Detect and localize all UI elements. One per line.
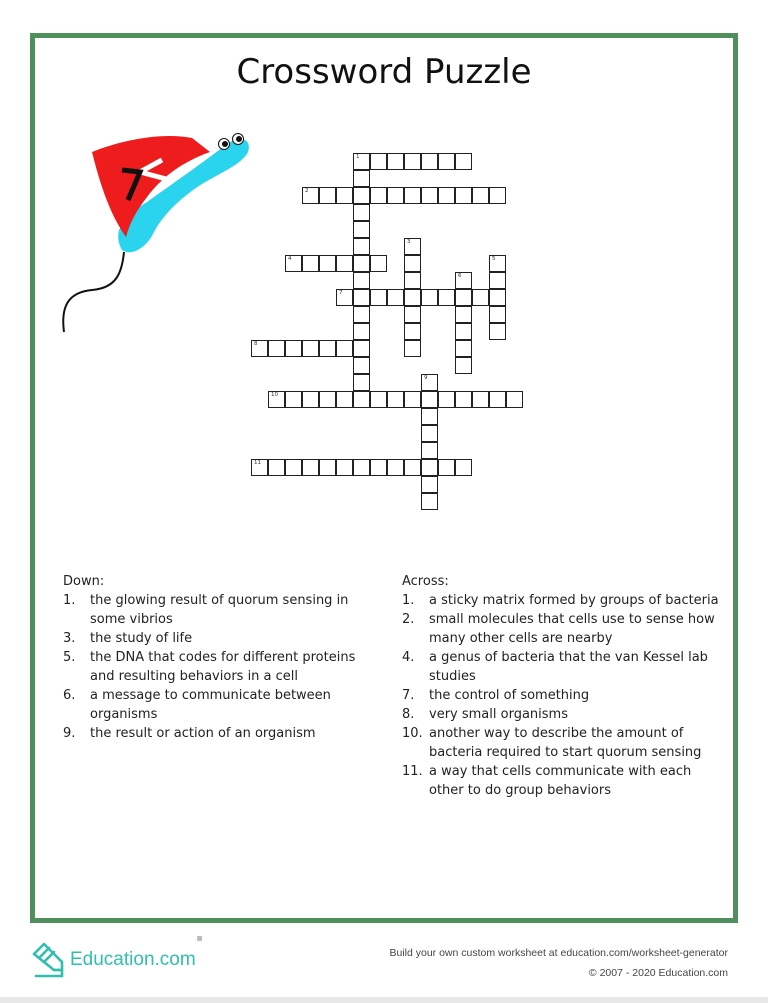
down-clue-item [63,648,363,686]
crossword-cell[interactable] [353,391,370,408]
crossword-cell[interactable] [455,306,472,323]
crossword-cell[interactable] [404,323,421,340]
crossword-cell[interactable] [472,187,489,204]
crossword-cell[interactable] [421,493,438,510]
clue-number: 7 [339,290,343,296]
crossword-cell[interactable] [353,374,370,391]
crossword-cell[interactable] [302,459,319,476]
clue-num: 9. [63,726,76,741]
crossword-cell[interactable] [353,238,370,255]
crossword-cell[interactable] [268,391,285,408]
clue-num: 4. [402,650,415,665]
crossword-cell[interactable] [353,306,370,323]
crossword-cell[interactable] [353,221,370,238]
crossword-cell[interactable] [421,153,438,170]
down-heading: Down: [63,574,105,589]
clue-number: 5 [492,256,496,262]
crossword-cell[interactable] [455,391,472,408]
clue-text: a sticky matrix formed by groups of bacteria [429,593,719,608]
across-clue-item [402,724,722,762]
crossword-cell[interactable] [404,153,421,170]
crossword-cell[interactable] [438,289,455,306]
crossword-cell[interactable] [285,459,302,476]
crossword-cell[interactable] [353,187,370,204]
crossword-cell[interactable] [404,238,421,255]
crossword-cell[interactable] [302,340,319,357]
crossword-cell[interactable] [455,153,472,170]
crossword-cell[interactable] [421,408,438,425]
down-clue-item [63,629,363,648]
education-logo[interactable] [30,940,200,980]
crossword-cell[interactable] [268,340,285,357]
clue-text: the control of something [429,688,590,703]
clue-number: 8 [254,341,258,347]
crossword-cell[interactable] [404,391,421,408]
clue-text: a genus of bacteria that the van Kessel lab studies [429,650,708,684]
crossword-cell[interactable] [404,272,421,289]
crossword-cell[interactable] [353,272,370,289]
across-clue-item [402,591,722,610]
clue-number: 1 [356,154,360,160]
crossword-cell[interactable] [404,459,421,476]
crossword-cell[interactable] [319,391,336,408]
across-clue-item [402,648,722,686]
clue-num: 8. [402,707,415,722]
page-title: Crossword Puzzle [236,52,532,92]
bacteria-mascot-icon [52,122,262,337]
crossword-cell[interactable] [506,391,523,408]
crossword-cell[interactable] [336,459,353,476]
crossword-cell[interactable] [421,476,438,493]
crossword-cell[interactable] [353,323,370,340]
crossword-cell[interactable] [404,306,421,323]
crossword-cell[interactable] [285,391,302,408]
crossword-cell[interactable] [319,187,336,204]
crossword-cell[interactable] [302,255,319,272]
clue-num: 7. [402,688,415,703]
clue-number: 4 [288,256,292,262]
crossword-cell[interactable] [370,153,387,170]
crossword-cell[interactable] [404,187,421,204]
clue-number: 10 [271,392,278,398]
crossword-cell[interactable] [285,340,302,357]
crossword-cell[interactable] [489,323,506,340]
clue-text: another way to describe the amount of bacteria required to start quorum sensing [429,726,702,760]
clue-num: 1. [402,593,415,608]
crossword-cell[interactable] [489,391,506,408]
clue-num: 3. [63,631,76,646]
crossword-cell[interactable] [302,391,319,408]
crossword-cell[interactable] [353,255,370,272]
crossword-cell[interactable] [438,153,455,170]
crossword-cell[interactable] [285,255,302,272]
crossword-cell[interactable] [421,391,438,408]
crossword-cell[interactable] [370,255,387,272]
crossword-cell[interactable] [268,459,285,476]
crossword-cell[interactable] [387,289,404,306]
crossword-cell[interactable] [404,289,421,306]
bottom-bar [0,997,768,1003]
crossword-cell[interactable] [489,272,506,289]
crossword-cell[interactable] [472,391,489,408]
crossword-cell[interactable] [421,289,438,306]
crossword-cell[interactable] [489,306,506,323]
crossword-cell[interactable] [455,187,472,204]
clue-text: very small organisms [429,707,568,722]
crossword-cell[interactable] [353,170,370,187]
across-heading: Across: [402,574,449,589]
crossword-cell[interactable] [421,459,438,476]
crossword-cell[interactable] [455,340,472,357]
crossword-cell[interactable] [370,289,387,306]
crossword-cell[interactable] [455,323,472,340]
crossword-cell[interactable] [336,289,353,306]
crossword-cell[interactable] [489,289,506,306]
crossword-cell[interactable] [353,289,370,306]
crossword-cell[interactable] [438,391,455,408]
across-clue-item [402,686,722,705]
clue-number: 6 [458,273,462,279]
crossword-cell[interactable] [353,459,370,476]
clue-text: the DNA that codes for different proteins and resulting behaviors in a cell [90,650,356,684]
crossword-cell[interactable] [421,425,438,442]
clue-text: the glowing result of quorum sensing in some vibrios [90,593,349,627]
down-clues [63,572,363,743]
crossword-cell[interactable] [387,459,404,476]
clue-number: 2 [305,188,309,194]
crossword-cell[interactable] [370,187,387,204]
clue-text: a way that cells communicate with each other to do group behaviors [429,764,692,798]
crossword-cell[interactable] [353,204,370,221]
clue-number: 9 [424,375,428,381]
crossword-cell[interactable] [336,255,353,272]
crossword-cell[interactable] [319,255,336,272]
crossword-cell[interactable] [438,187,455,204]
crossword-cell[interactable] [387,187,404,204]
crossword-cell[interactable] [302,187,319,204]
crossword-cell[interactable] [336,340,353,357]
across-clue-item [402,705,722,724]
clue-num: 6. [63,688,76,703]
crossword-cell[interactable] [370,459,387,476]
clue-num: 1. [63,593,76,608]
clue-num: 11. [402,764,423,779]
crossword-cell[interactable] [319,340,336,357]
clue-num: 5. [63,650,76,665]
clue-text: the study of life [90,631,193,646]
crossword-cell[interactable] [455,459,472,476]
crossword-cell[interactable] [421,442,438,459]
clue-num: 2. [402,612,415,627]
crossword-cell[interactable] [421,187,438,204]
down-clue-item [63,591,363,629]
crossword-cell[interactable] [353,153,370,170]
build-worksheet-link[interactable]: Build your own custom worksheet at education.com/worksheet-generator [389,947,728,959]
crossword-cell[interactable] [455,289,472,306]
crossword-cell[interactable] [370,391,387,408]
down-clue-item [63,686,363,724]
crossword-cell[interactable] [251,340,268,357]
clue-text: a message to communicate between organisms [90,688,331,722]
crossword-cell[interactable] [336,187,353,204]
crossword-cell[interactable] [455,357,472,374]
crossword-cell[interactable] [353,357,370,374]
crossword-cell[interactable] [387,153,404,170]
clue-num: 10. [402,726,423,741]
crossword-cell[interactable] [251,459,268,476]
crossword-cell[interactable] [336,391,353,408]
crossword-cell[interactable] [438,459,455,476]
clue-number: 11 [254,460,261,466]
across-clues [402,572,722,800]
across-clue-item [402,610,722,648]
crossword-cell[interactable] [489,187,506,204]
crossword-cell[interactable] [387,391,404,408]
clue-text: small molecules that cells use to sense how many other cells are nearby [429,612,715,646]
crossword-cell[interactable] [421,374,438,391]
crossword-cell[interactable] [455,272,472,289]
copyright-text: © 2007 - 2020 Education.com [588,967,728,979]
clue-number: 3 [407,239,411,245]
down-clue-item [63,724,363,743]
crossword-cell[interactable] [489,255,506,272]
clue-text: the result or action of an organism [90,726,316,741]
pencil-book-icon [30,940,68,980]
crossword-cell[interactable] [319,459,336,476]
crossword-cell[interactable] [404,255,421,272]
crossword-cell[interactable] [472,289,489,306]
crossword-cell[interactable] [404,340,421,357]
crossword-cell[interactable] [353,340,370,357]
across-clue-item [402,762,722,800]
logo-text: Education.com [70,949,196,970]
